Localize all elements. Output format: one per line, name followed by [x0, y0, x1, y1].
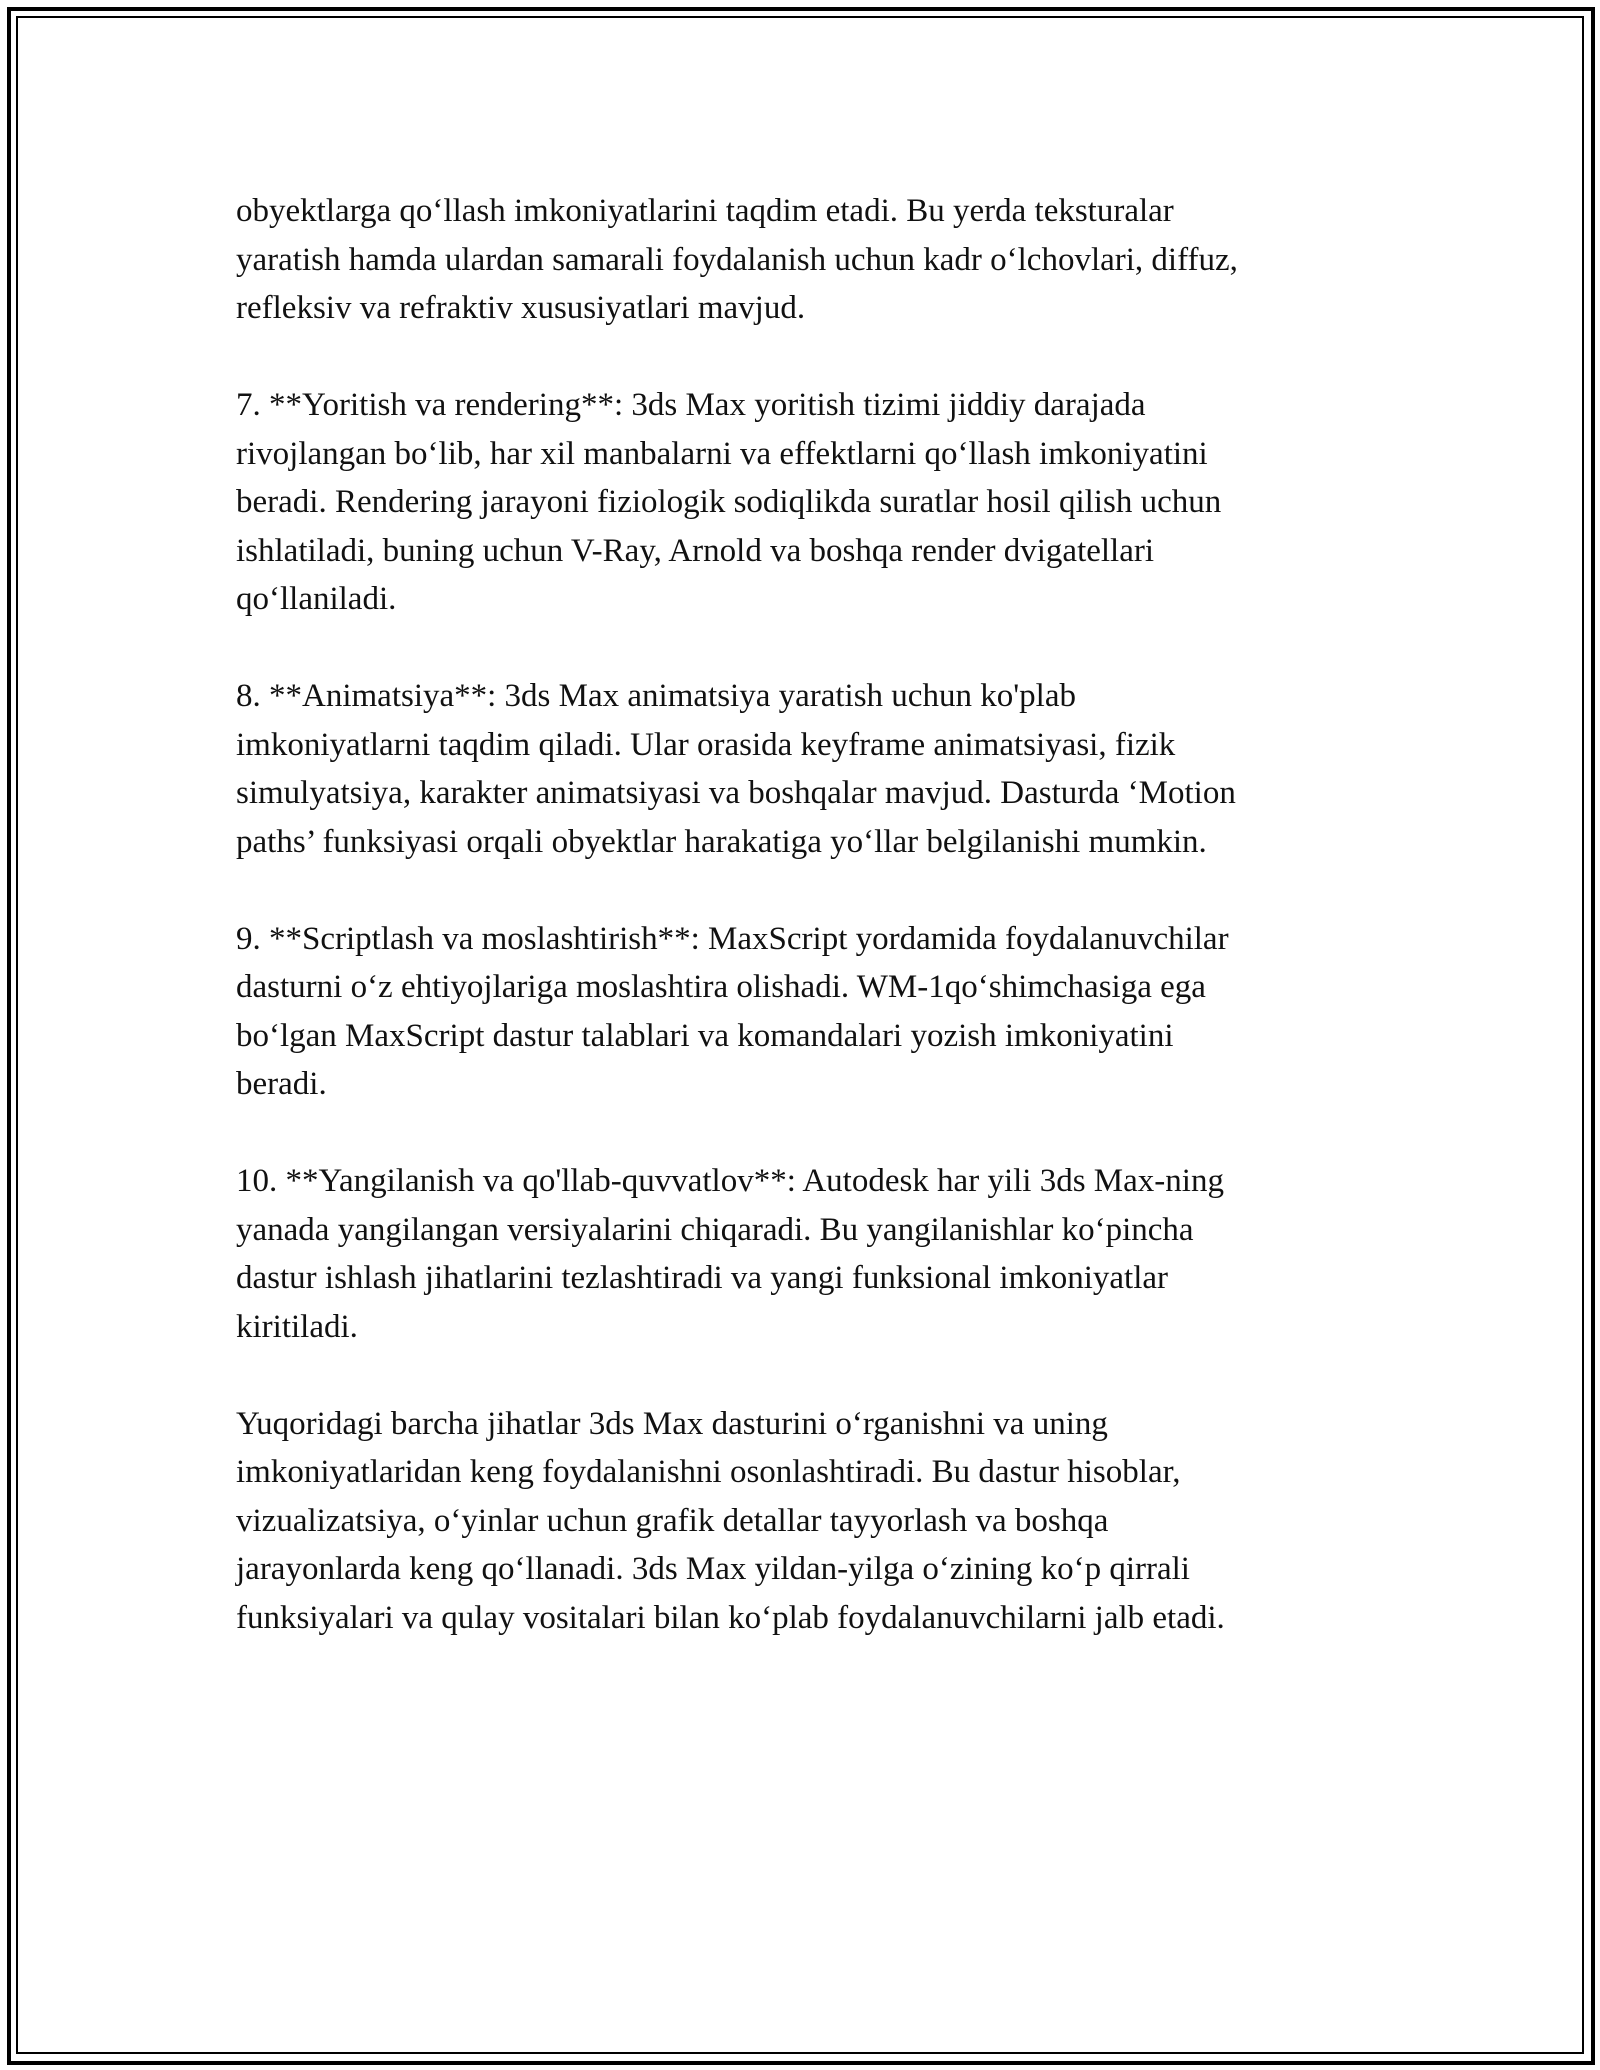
text-line: vizualizatsiya, o‘yinlar uchun grafik detallar tayyorlash va boshqa [236, 1502, 1109, 1539]
text-line: imkoniyatlaridan keng foydalanishni osonlashtiradi. Bu dastur hisoblar, [236, 1454, 1181, 1490]
text-line: 9. **Scriptlash va moslashtirish**: MaxScript yordamida foydalanuvchilar [236, 920, 1229, 957]
text-line: 7. **Yoritish va rendering**: 3ds Max yoritish tizimi jiddiy darajada [236, 387, 1146, 423]
text-line: yanada yangilangan versiyalarini chiqaradi. Bu yangilanishlar ko‘pincha [236, 1211, 1194, 1248]
paragraph-updates [236, 1157, 1376, 1351]
text-line: jarayonlarda keng qo‘llanadi. 3ds Max yildan-yilga o‘zining ko‘p qirrali [236, 1551, 1190, 1587]
text-line: 8. **Animatsiya**: 3ds Max animatsiya yaratish uchun ko'plab [236, 678, 1076, 714]
text-line: ishlatiladi, buning uchun V-Ray, Arnold va boshqa render dvigatellari [236, 532, 1155, 569]
paragraph-conclusion [236, 1400, 1376, 1643]
paragraph-lighting-rendering [236, 381, 1376, 624]
text-line: 10. **Yangilanish va qo'llab-quvvatlov**: Autodesk har yili 3ds Max-ning [236, 1163, 1224, 1199]
text-line: beradi. [236, 1066, 327, 1102]
text-line: dasturni o‘z ehtiyojlariga moslashtira olishadi. WM-1qo‘shimchasiga ega [236, 969, 1206, 1005]
text-line: yaratish hamda ulardan samarali foydalanish uchun kadr o‘lchovlari, diffuz, [236, 241, 1238, 278]
text-line: imkoniyatlarni taqdim qiladi. Ular orasida keyframe animatsiyasi, fizik [236, 726, 1176, 763]
text-line: refleksiv va refraktiv xususiyatlari mavjud. [236, 290, 806, 326]
paragraph-scripting [236, 915, 1376, 1109]
text-line: rivojlangan bo‘lib, har xil manbalarni va effektlarni qo‘llash imkoniyatini [236, 435, 1208, 472]
text-line: funksiyalari va qulay vositalari bilan ko‘plab foydalanuvchilarni jalb etadi. [236, 1599, 1225, 1636]
document-body [236, 187, 1376, 1691]
text-line: dastur ishlash jihatlarini tezlashtiradi va yangi funksional imkoniyatlar [236, 1260, 1169, 1296]
text-line: obyektlarga qo‘llash imkoniyatlarini taqdim etadi. Bu yerda teksturalar [236, 193, 1174, 229]
text-line: bo‘lgan MaxScript dastur talablari va komandalari yozish imkoniyatini [236, 1017, 1174, 1054]
text-line: simulyatsiya, karakter animatsiyasi va boshqalar mavjud. Dasturda ‘Motion [236, 775, 1236, 811]
text-line: qo‘llaniladi. [236, 581, 397, 617]
text-line: paths’ funksiyasi orqali obyektlar harakatiga yo‘llar belgilanishi mumkin. [236, 823, 1207, 860]
paragraph-textures [236, 187, 1376, 333]
text-line: kiritiladi. [236, 1308, 358, 1345]
paragraph-animation [236, 672, 1376, 866]
text-line: beradi. Rendering jarayoni fiziologik sodiqlikda suratlar hosil qilish uchun [236, 484, 1222, 520]
text-line: Yuqoridagi barcha jihatlar 3ds Max dasturini o‘rganishni va uning [236, 1405, 1108, 1442]
